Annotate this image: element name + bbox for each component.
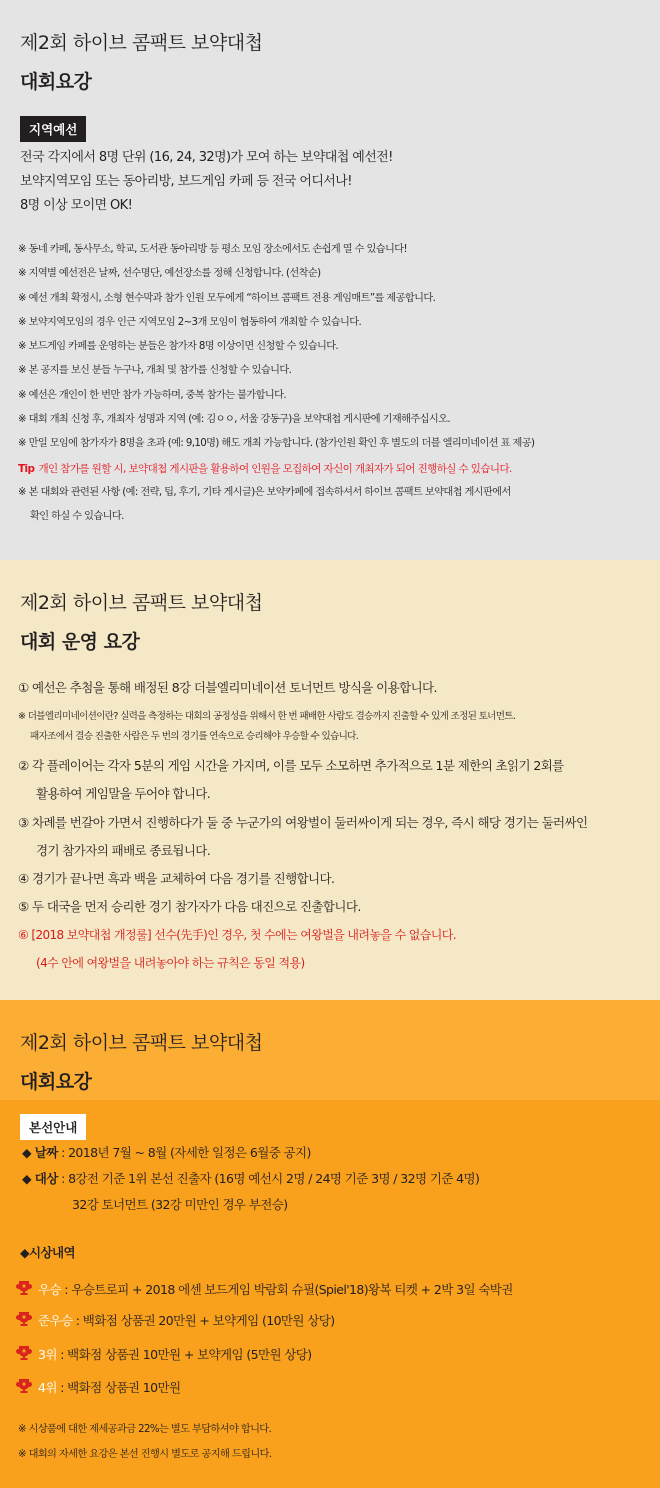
rule-item-revised-continued: (4수 안에 여왕벌을 내려놓아야 하는 규칙은 동일 적용) <box>36 956 305 970</box>
rule-item-continued: 활용하여 게임말을 두어야 합니다. <box>36 786 211 801</box>
target-value: : 8강전 기준 1위 본선 진출자 (16명 예선시 2명 / 24명 기준 3명 / 32명 기준 4명) <box>57 1171 480 1186</box>
prize-rank: 4위 <box>38 1380 57 1395</box>
note-item: ※ 본 공지를 보신 분들 누구나, 개최 및 참가를 신청할 수 있습니다. <box>18 365 292 377</box>
section-tag: 지역예선 <box>20 116 86 142</box>
tip-label: Tip <box>18 462 35 475</box>
prize-row <box>38 1378 180 1396</box>
regional-qualifier-section <box>0 0 660 560</box>
event-series-title: 제2회 하이브 콤팩트 보약대첩 <box>20 1032 263 1054</box>
lead-line: 보약지역모임 또는 동아리방, 보드게임 카페 등 전국 어디서나! <box>20 174 352 189</box>
rule-note: ※ 더블엘리미네이션이란? 실력을 측정하는 대회의 공정성을 위해서 한 번 패배한 사람도 결승까지 진출할 수 있게 조정된 토너먼트. <box>18 711 516 722</box>
operation-rules-section <box>0 560 660 1000</box>
target-label: ◆ 대상 <box>22 1171 58 1186</box>
rule-item-continued: 경기 참가자의 패배로 종료됩니다. <box>36 843 211 858</box>
rule-item: ① 예선은 추첨을 통해 배정된 8강 더블엘리미네이션 토너먼트 방식을 이용합니다. <box>18 680 437 695</box>
lead-text <box>20 146 393 218</box>
prize-row <box>38 1311 334 1329</box>
trophy-icon <box>16 1280 32 1296</box>
finals-section <box>0 1000 660 1488</box>
date-row <box>22 1143 311 1161</box>
section-header <box>0 1000 660 1100</box>
tip-text: 개인 참가를 원할 시, 보약대첩 게시판을 활용하여 인원을 모집하여 자신이 개최자가 되어 진행하실 수 있습니다. <box>38 462 512 475</box>
prize-text: : 백화점 상품권 20만원 + 보약게임 (10만원 상당) <box>72 1313 335 1328</box>
event-series-title: 제2회 하이브 콤팩트 보약대첩 <box>20 32 263 54</box>
tip-note <box>18 457 534 481</box>
prize-rank: 3위 <box>38 1347 57 1362</box>
note-item: ※ 예선 개최 확정시, 소형 현수막과 참가 인원 모두에게 “하이브 콤팩트 전용 게임매트”를 제공합니다. <box>18 292 436 304</box>
note-item: ※ 보약지역모임의 경우 인근 지역모임 2~3개 모임이 협동하여 개최할 수 있습니다. <box>18 316 362 328</box>
rule-item: ③ 차례를 번갈아 가면서 진행하다가 둘 중 누군가의 여왕벌이 둘러싸이게 되는 경우, 즉시 해당 경기는 둘러싸인 <box>18 815 588 830</box>
note-item: ※ 예선은 개인이 한 번만 참가 가능하며, 중복 참가는 불가합니다. <box>18 389 286 401</box>
prize-text: : 백화점 상품권 10만원 + 보약게임 (5만원 상당) <box>56 1347 312 1362</box>
footnote: ※ 대회의 자세한 요강은 본선 진행시 별도로 공지해 드립니다. <box>18 1449 272 1460</box>
date-label: ◆ 날짜 <box>22 1145 58 1160</box>
rule-item: ② 각 플레이어는 각자 5분의 게임 시간을 가지며, 이를 모두 소모하면 추가적으로 1분 제한의 초읽기 2회를 <box>18 758 564 773</box>
lead-line: 8명 이상 모이면 OK! <box>20 198 133 213</box>
note-item-continued: 확인 하실 수 있습니다. <box>30 511 124 523</box>
prize-text: : 우승트로피 + 2018 에센 보드게임 박람회 슈필(Spiel'18)왕복 티켓 + 2박 3일 숙박권 <box>60 1282 513 1297</box>
trophy-icon <box>16 1345 32 1361</box>
page-title: 대회요강 <box>20 71 92 93</box>
rule-item-revised: ⑥ [2018 보약대첩 개정룰] 선수(先手)인 경우, 첫 수에는 여왕벌을 내려놓을 수 없습니다. <box>18 928 456 942</box>
prize-rank: 우승 <box>38 1282 61 1297</box>
rule-item: ⑤ 두 대국을 먼저 승리한 경기 참가자가 다음 대진으로 진출합니다. <box>18 899 361 914</box>
section-title: 대회요강 <box>20 1071 92 1093</box>
trophy-icon <box>16 1378 32 1394</box>
event-series-title: 제2회 하이브 콤팩트 보약대첩 <box>20 592 263 614</box>
prize-row <box>38 1280 513 1298</box>
section-header <box>0 0 660 100</box>
note-item: ※ 동네 카페, 동사무소, 학교, 도서관 동아리방 등 평소 모임 장소에서도 손쉽게 열 수 있습니다! <box>18 244 407 255</box>
note-item: ※ 대회 개최 신청 후, 개최자 성명과 지역 (예: 김ㅇㅇ, 서울 강동구)을 보약대첩 게시판에 기재해주십시오. <box>18 414 451 426</box>
trophy-icon <box>16 1311 32 1327</box>
section-tag: 본선안내 <box>20 1114 86 1140</box>
target-row <box>22 1169 479 1187</box>
footnote: ※ 시상품에 대한 제세공과금 22%는 별도 부담하셔야 합니다. <box>18 1424 272 1435</box>
section-title: 대회 운영 요강 <box>20 631 140 653</box>
note-item: ※ 만일 모임에 참가자가 8명을 초과 (예: 9,10명) 해도 개최 가능합니다. (참가인원 확인 후 별도의 더블 엘리미네이션 표 제공) <box>18 438 535 450</box>
note-item: ※ 본 대회와 관련된 사항 (예: 전략, 팁, 후기, 기타 게시글)은 보약카페에 접속하셔서 하이브 콤팩트 보약대첩 게시판에서 <box>18 486 511 498</box>
rules-list <box>18 560 648 1000</box>
awards-title: ◆시상내역 <box>20 1245 75 1260</box>
lead-line: 전국 각지에서 8명 단위 (16, 24, 32명)가 모여 하는 보약대첩 예선전! <box>20 150 393 165</box>
date-value: : 2018년 7월 ~ 8월 (자세한 일정은 6월중 공지) <box>57 1145 311 1160</box>
rule-item: ④ 경기가 끝나면 흑과 백을 교체하여 다음 경기를 진행합니다. <box>18 871 335 886</box>
prize-rank: 준우승 <box>38 1313 73 1328</box>
prize-row <box>38 1345 312 1363</box>
prize-text: : 백화점 상품권 10만원 <box>56 1380 181 1395</box>
target-row-continued: 32강 토너먼트 (32강 미만인 경우 부전승) <box>72 1197 288 1212</box>
note-item: ※ 지역별 예선전은 날짜, 선수명단, 예선장소를 정해 신청합니다. (선착순) <box>18 268 321 280</box>
rule-note: 패자조에서 결승 진출한 사람은 두 번의 경기를 연속으로 승리해야 우승할 수 있습니다. <box>30 731 359 742</box>
notes-list <box>18 238 534 530</box>
note-item: ※ 보드게임 카페를 운영하는 분들은 참가자 8명 이상이면 신청할 수 있습니다. <box>18 341 339 353</box>
